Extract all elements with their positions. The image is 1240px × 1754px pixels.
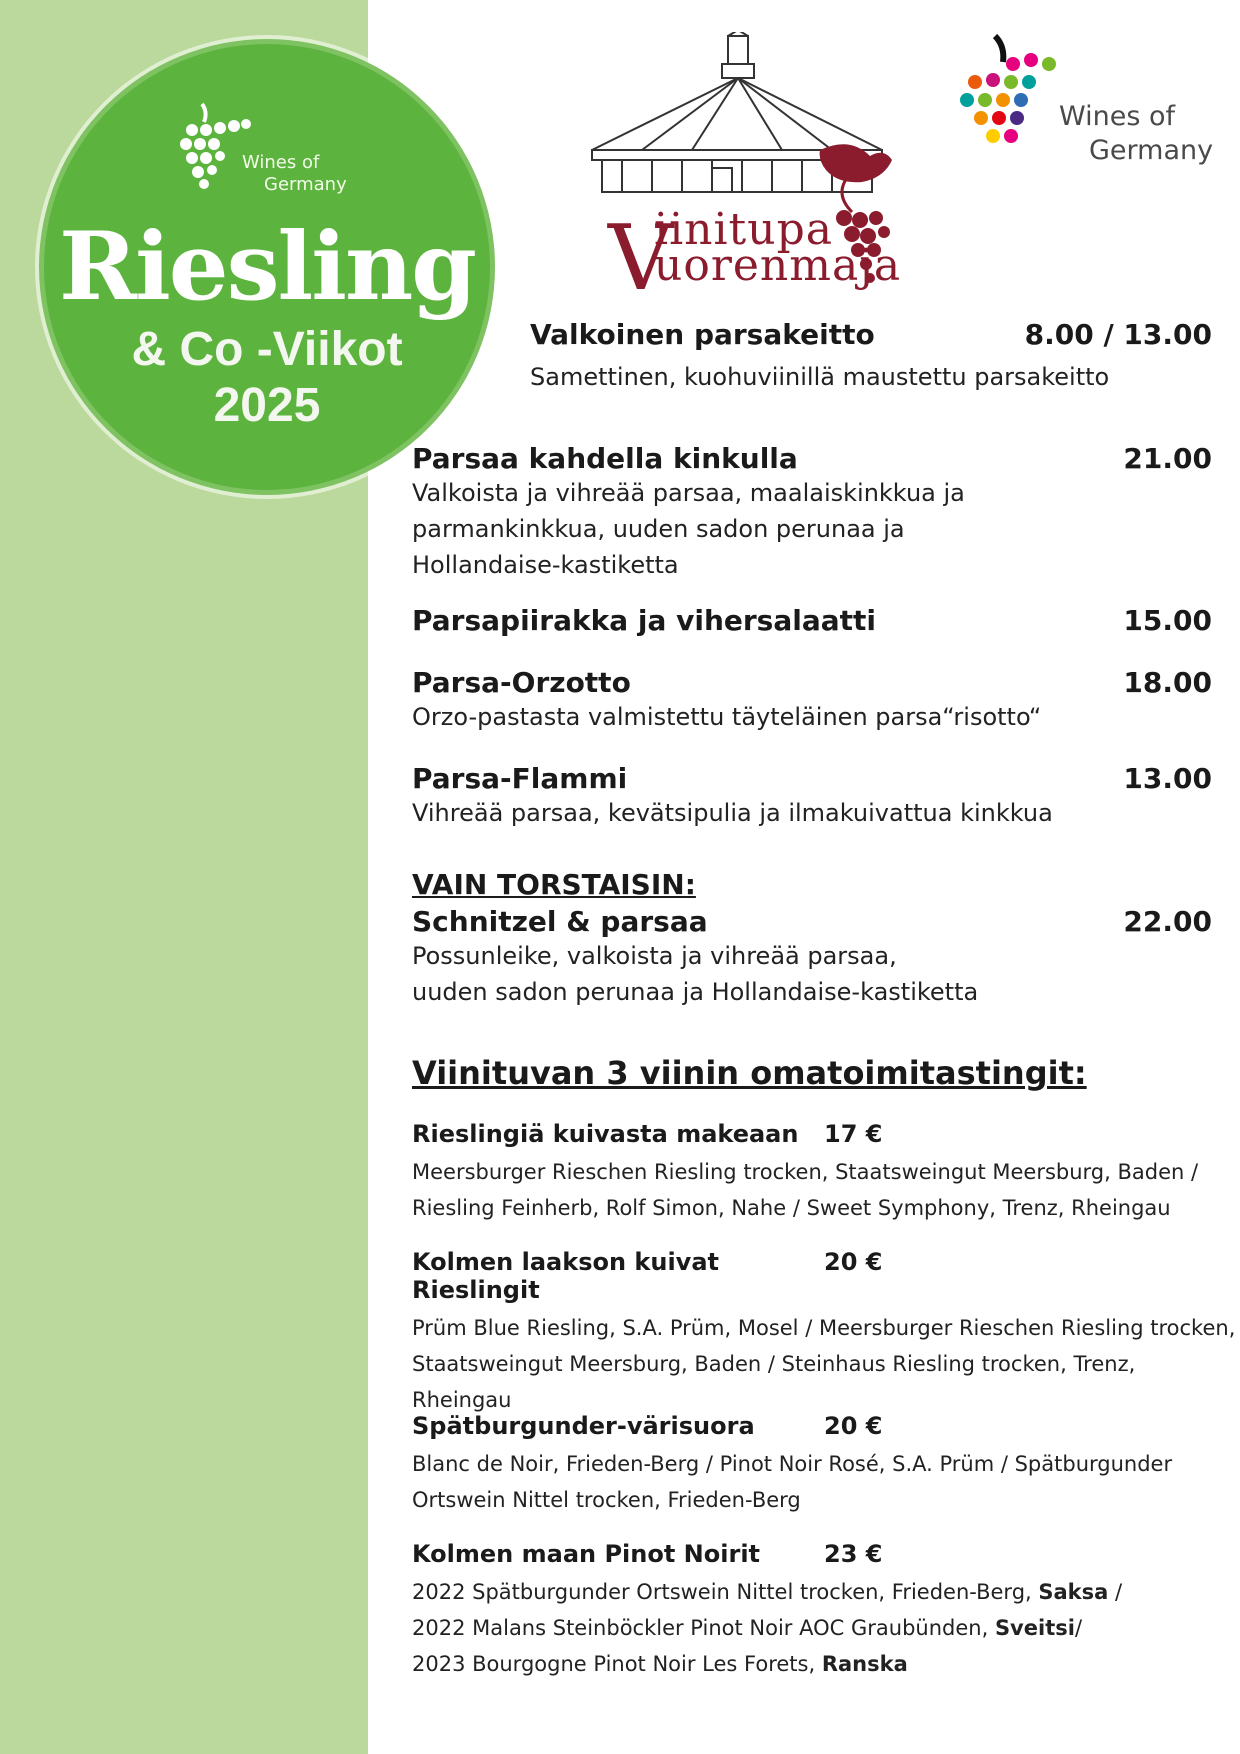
venue-logo <box>582 32 932 311</box>
tasting-0 <box>412 1120 1212 1226</box>
country-label: Ranska <box>821 1652 908 1676</box>
badge-subtitle: & Co -Viikot <box>131 323 403 376</box>
dish-desc-line: Valkoista ja vihreää parsaa, maalaiskinkkua ja <box>412 479 965 507</box>
country-label: Saksa <box>1038 1580 1109 1604</box>
tasting-line: Riesling Feinherb, Rolf Simon, Nahe / Sweet Symphony, Trenz, Rheingau <box>412 1196 1171 1220</box>
wog-text <box>1059 100 1213 168</box>
tasting-name: Spätburgunder-värisuora <box>412 1412 755 1440</box>
badge-wines-of: Wines of <box>242 152 320 173</box>
tasting-price: 23 € <box>824 1540 883 1568</box>
tasting-name: Kolmen laakson kuivat Rieslingit <box>412 1248 719 1304</box>
menu-item-2 <box>412 666 1212 735</box>
dish-desc-line: Vihreää parsaa, kevätsipulia ja ilmakuivattua kinkkua <box>412 799 1053 827</box>
grape-dots-icon <box>955 34 1065 164</box>
tasting-line: Blanc de Noir, Frieden-Berg / Pinot Noir Rosé, S.A. Prüm / Spätburgunder <box>412 1452 1173 1476</box>
riesling-badge <box>44 44 490 490</box>
line-text: 2022 Malans Steinböckler Pinot Noir AOC Graubünden, <box>412 1616 995 1640</box>
venue-name-line2: uorenmaja <box>654 240 902 291</box>
line-tail: / <box>1108 1580 1123 1604</box>
dish-desc: Samettinen, kuohuviinillä maustettu parsakeitto <box>530 363 1110 391</box>
tasting-price: 20 € <box>824 1412 883 1440</box>
special-label: VAIN TORSTAISIN: <box>412 868 696 901</box>
badge-germany: Germany <box>264 174 347 195</box>
tasting-line: Staatsweingut Meersburg, Baden / Steinhaus Riesling trocken, Trenz, <box>412 1352 1136 1376</box>
menu-item-3 <box>412 762 1212 831</box>
wog-germany: Germany <box>1089 135 1214 166</box>
dish-name: Parsapiirakka ja vihersalaatti <box>412 604 876 637</box>
dish-name: Valkoinen parsakeitto <box>530 318 875 351</box>
tasting-line: Rheingau <box>412 1388 512 1412</box>
line-text: 2023 Bourgogne Pinot Noir Les Forets, <box>412 1652 822 1676</box>
menu-item-soup <box>530 318 1212 395</box>
menu-item-0 <box>412 442 1212 583</box>
tastings-title: Viinituvan 3 viinin omatoimitastingit: <box>412 1054 1087 1092</box>
dish-price: 8.00 / 13.00 <box>1024 318 1212 351</box>
tasting-name: Rieslingiä kuivasta makeaan <box>412 1120 799 1148</box>
special-section <box>412 868 1212 1010</box>
tasting-line <box>412 1574 1212 1610</box>
venue-initial: V <box>608 206 673 311</box>
country-label: Sveitsi <box>994 1616 1075 1640</box>
dish-name: Schnitzel & parsaa <box>412 905 708 938</box>
dish-price: 13.00 <box>1123 762 1212 795</box>
tasting-1 <box>412 1248 1236 1418</box>
tasting-line <box>412 1610 1212 1646</box>
tasting-3 <box>412 1540 1212 1682</box>
tasting-price: 17 € <box>824 1120 883 1148</box>
tasting-name: Kolmen maan Pinot Noirit <box>412 1540 761 1568</box>
dish-price: 18.00 <box>1123 666 1212 699</box>
tasting-line <box>412 1646 1212 1682</box>
grape-icon <box>172 100 252 200</box>
venue-name-line1: iinitupa <box>654 204 833 255</box>
dish-desc-line: Hollandaise-kastiketta <box>412 551 679 579</box>
menu-item-1 <box>412 604 1212 637</box>
wines-of-germany-logo <box>955 34 1225 174</box>
badge-wines-of-germany <box>242 152 347 196</box>
dish-name: Parsa-Orzotto <box>412 666 631 699</box>
tasting-line: Meersburger Rieschen Riesling trocken, Staatsweingut Meersburg, Baden / <box>412 1160 1199 1184</box>
dish-desc-line: uuden sadon perunaa ja Hollandaise-kastiketta <box>412 978 979 1006</box>
tasting-2 <box>412 1412 1212 1518</box>
dish-desc-line: Orzo-pastasta valmistettu täyteläinen parsa“risotto“ <box>412 703 1042 731</box>
dish-price: 21.00 <box>1123 442 1212 475</box>
dish-price: 15.00 <box>1123 604 1212 637</box>
dish-desc-line: parmankinkkua, uuden sadon perunaa ja <box>412 515 905 543</box>
dish-name: Parsa-Flammi <box>412 762 628 795</box>
badge-year: 2025 <box>213 379 321 432</box>
badge-title: Riesling <box>58 212 476 322</box>
tasting-line: Prüm Blue Riesling, S.A. Prüm, Mosel / Meersburger Rieschen Riesling trocken, <box>412 1316 1236 1340</box>
dish-desc-line: Possunleike, valkoista ja vihreää parsaa, <box>412 942 897 970</box>
dish-price: 22.00 <box>1123 905 1212 938</box>
wog-wines-of: Wines of <box>1059 101 1176 132</box>
tasting-line: Ortswein Nittel trocken, Frieden-Berg <box>412 1488 801 1512</box>
tasting-price: 20 € <box>824 1248 883 1276</box>
line-text: 2022 Spätburgunder Ortswein Nittel trocken, Frieden-Berg, <box>412 1580 1039 1604</box>
dish-name: Parsaa kahdella kinkulla <box>412 442 798 475</box>
line-tail: / <box>1074 1616 1083 1640</box>
